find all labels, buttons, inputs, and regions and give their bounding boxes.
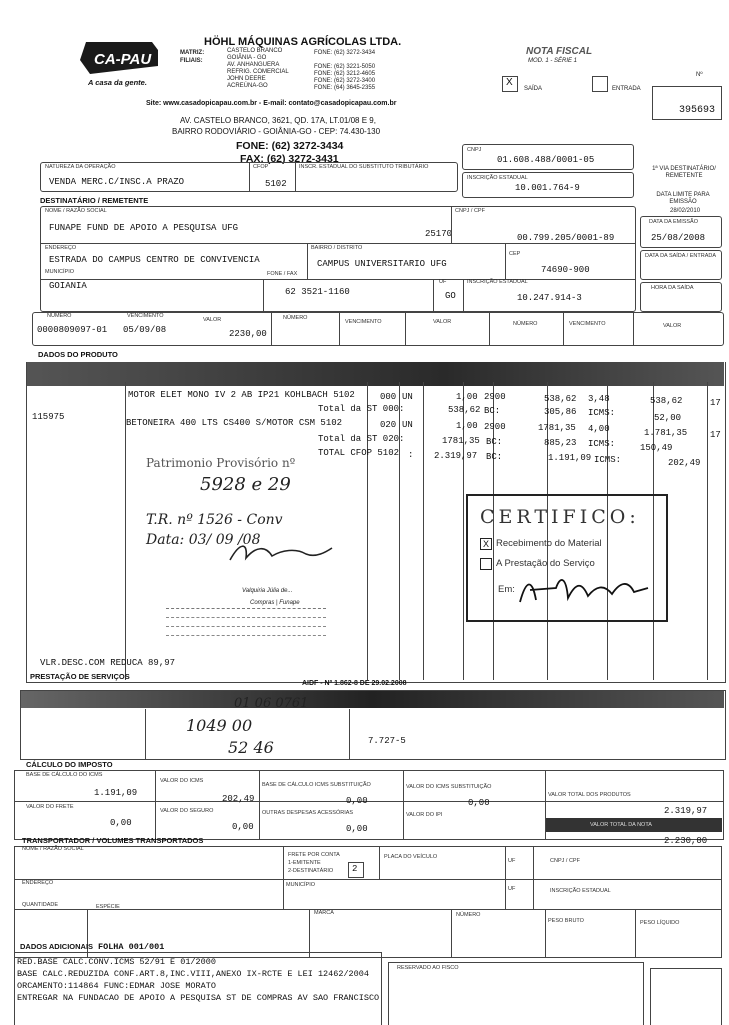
product-vtotal: 52,00 [654,413,682,423]
adicional-line: BASE CALC.REDUZIDA CONF.ART.8,INC.VIII,ANEXO IX-RCTE E LEI 12462/2004 [17,969,369,979]
handwritten-value-2: 52 46 [228,738,274,757]
matriz-label: MATRIZ: [180,50,205,56]
dest-ie-label: INSCRIÇÃO ESTADUAL [467,279,528,285]
product-qtd: 538,62 [448,405,481,415]
adicionais-box [14,952,382,1025]
address-line-2: BAIRRO RODOVIÁRIO - GOIÂNIA-GO - CEP: 74.430-130 [172,127,381,136]
servico-code: 7.727-5 [368,736,406,746]
natureza-label: NATUREZA DA OPERAÇÃO [45,164,116,170]
nome-label: NOME / RAZÃO SOCIAL [45,208,107,214]
branch-phone: FONE: (64) 3645-2355 [314,85,376,91]
fatura-valor2-label: VALOR [433,319,452,325]
bc-icms-label: BASE DE CÁLCULO DO ICMS [26,772,103,778]
frete: 0,00 [110,818,132,828]
opt2-checkbox [480,558,492,570]
frete-value: 2 [352,864,358,874]
data-limite-label: DATA LIMITE PARA EMISSÃO [656,192,710,205]
especie-label: ESPÉCIE [96,904,120,910]
destinatario-title: DESTINATÁRIO / REMETENTE [40,196,149,205]
data-emissao-label: DATA DA EMISSÃO [649,219,699,225]
certifico-title: CERTIFICO: [480,506,640,528]
bc-subst: 0,00 [346,796,368,806]
seguro: 0,00 [232,822,254,832]
branch-item: ACREÚNA-GO [227,83,268,89]
stamp-lines [166,608,326,649]
emitente-cnpj-box [462,144,634,170]
logo-text: CA-PAU [94,51,152,68]
product-icms: 3,48 [588,394,610,404]
produtos-title: DADOS DO PRODUTO [38,350,118,359]
v-subst: 0,00 [468,798,490,808]
filiais-label: FILIAIS: [180,58,203,64]
product-qtd: 1781,35 [442,436,480,446]
product-desc: TOTAL CFOP 5102 [318,448,400,458]
fatura-numero-label: NÚMERO [47,313,72,319]
emitente-ie: 10.001.764-9 [515,183,580,193]
emitente-cnpj: 01.608.488/0001-05 [497,155,595,165]
address-line-1: AV. CASTELO BRANCO, 3621, QD. 17A, LT.01/08 E 9, [180,116,376,125]
red-desc: VLR.DESC.COM REDUCA 89,97 [40,658,176,668]
company-logo [80,38,158,78]
frete-opt2: 2-DESTINATÁRIO [288,868,334,874]
product-st: 020 [380,420,397,430]
nome-value: FUNAPE FUND DE APOIO A PESQUISA UFG [49,223,239,233]
hora-saida-box [640,282,722,312]
product-total: 538,62 [544,394,577,404]
product-un: UN [402,420,413,430]
emitente-ie-box [462,172,634,198]
product-unit: BC: [484,406,501,416]
transp-cnpj-label: CNPJ / CPF [550,858,580,864]
transp-municipio-label: MUNICÍPIO [286,882,316,888]
fone-label: FONE / FAX [267,271,298,277]
product-vtotal: 202,49 [668,458,701,468]
product-desc: Total da ST 020: [318,434,405,444]
branch-phone: FONE: (62) 3272-3400 [314,78,376,84]
opt2-label: A Prestação do Serviço [496,558,595,569]
saida-mark: X [506,77,513,88]
product-aliq: 17 [710,430,721,440]
marca-label: MARCA [314,910,334,916]
data-limite: 28/02/2010 [670,208,701,214]
product-vtotal: 150,49 [640,443,673,453]
product-st: : [408,450,414,460]
fone-value: 62 3521-1160 [285,287,350,297]
frete-opt1: 1-EMITENTE [288,860,321,866]
data-emissao-box [640,216,722,248]
municipio-value: GOIANIA [49,281,87,291]
branch-item: GOIÂNIA - GO [227,55,267,61]
product-icms: ICMS: [588,408,616,418]
branch-list [227,48,307,90]
frete-value-box [348,862,364,878]
natureza-box [40,162,458,192]
numero-box [652,86,722,120]
fatura-valor: 2230,00 [229,329,267,339]
product-vtotal: 1.781,35 [644,428,688,438]
product-qtd: 1,00 [456,392,478,402]
ipi-label: VALOR DO IPI [406,812,443,818]
adicional-line: ORCAMENTO:114864 FUNC:EDMAR JOSE MORATO [17,981,216,991]
certifico-stamp [466,494,668,622]
product-desc: MOTOR ELET MONO IV 2 AB IP21 KOHLBACH 5102 [128,390,355,400]
product-un: UN [402,392,413,402]
numero-vol-label: NÚMERO [456,912,481,918]
servicos-table [20,690,726,760]
transp-ie-label: INSCRIÇÃO ESTADUAL [550,888,611,894]
cfop-value: 5102 [265,179,287,189]
peso-bruto-label: PESO BRUTO [548,918,584,924]
uf-value: GO [445,291,456,301]
compras-label: Compras | Funape [250,600,300,606]
product-unit: BC: [486,452,503,462]
uf-label: UF [439,279,447,285]
transp-uf-label: UF [508,858,516,864]
data-saida-box [640,250,722,280]
fatura-vencimento2-label: VENCIMENTO [345,319,382,325]
date-handwritten: Data: 03/ 09 /08 [146,532,261,548]
reservado-label: RESERVADO AO FISCO [397,965,459,971]
product-icms: ICMS: [594,455,622,465]
branch-phone: FONE: (62) 3212-4605 [314,71,376,77]
bc-subst-label: BASE DE CÁLCULO ICMS SUBSTITUIÇÃO [262,782,371,788]
adicionais-title: DADOS ADICIONAIS [20,942,94,951]
endereco-value: ESTRADA DO CAMPUS CENTRO DE CONVIVENCIA [49,255,260,265]
product-vtotal: 538,62 [650,396,683,406]
dest-ie-value: 10.247.914-3 [517,293,582,303]
tr-number: T.R. nº 1526 - Conv [146,512,283,528]
bc-icms: 1.191,09 [94,788,138,798]
branch-item: CASTELO BRANCO [227,48,283,54]
product-qtd: 1,00 [456,421,478,431]
peso-liquido-label: PESO LÍQUIDO [640,920,680,926]
cnpj-label: CNPJ [467,147,482,153]
endereco-label: ENDEREÇO [45,245,77,251]
patrimonio-text: Patrimonio Provisório nº [146,456,296,470]
nota-fiscal-title: NOTA FISCAL [526,46,593,57]
fatura-numero3-label: NÚMERO [513,321,538,327]
product-desc: BETONEIRA 400 LTS CS400 S/MOTOR CSM 5102 [126,418,343,428]
product-st: 000 [380,392,397,402]
adicional-line: ENTREGAR NA FUNDACAO DE APOIO A PESQUISA ST DE COMPRAS AV SAO FRANCISCO [17,993,380,1003]
fatura-vencimento3-label: VENCIMENTO [569,321,606,327]
branch-phone: FONE: (62) 3221-5050 [314,64,376,70]
nota-fiscal-model: MOD. 1 - SÉRIE 1 [528,58,578,64]
data-saida-label: DATA DA SAÍDA / ENTRADA [645,253,717,259]
stamp-signature [516,572,656,608]
branch-item: REFRIG. COMERCIAL [227,69,289,75]
transp-nome-label: NOME / RAZÃO SOCIAL [22,846,84,852]
seguro-label: VALOR DO SEGURO [160,808,214,814]
branch-phones [314,50,404,92]
branch-item: AV. ANHANGUERA [227,62,280,68]
v-nota: 2.230,00 [664,836,708,846]
opt1-label: Recebimento do Material [496,538,602,549]
placa-label: PLACA DO VEÍCULO [384,854,438,860]
product-unit: 2900 [484,422,506,432]
cep-label: CEP [509,251,521,257]
product-total: 1.191,09 [548,453,592,463]
handwritten-value-1: 1049 00 [186,716,253,735]
data-emissao: 25/08/2008 [651,233,706,243]
patrimonio-number: 5928 e 29 [200,474,291,495]
folha: FOLHA 001/001 [98,942,165,952]
canhoto-box [650,968,722,1025]
servicos-title: PRESTAÇÃO DE SERVIÇOS [30,672,130,681]
empenho-number: 01 06 0761 [234,696,309,711]
cep-value: 74690-900 [541,265,590,275]
saida-checkbox [502,76,518,92]
phone: FONE: (62) 3272-3434 [236,140,344,152]
frete-label: VALOR DO FRETE [26,804,74,810]
adicional-line: RED.BASE CALC.CONV.ICMS 52/91 E 01/2000 [17,957,216,967]
client-code: 25170 [425,229,453,239]
product-desc: Total da ST 000: [318,404,405,414]
product-unit: 2900 [484,392,506,402]
via-text: 1ª VIA DESTINATÁRIO/ REMETENTE [652,166,716,179]
frete-conta-label: FRETE POR CONTA [288,852,340,858]
dest-cnpj-label: CNPJ / CPF [455,208,485,214]
fatura-valor3-label: VALOR [663,323,682,329]
product-total: 1781,35 [538,423,576,433]
dest-cnpj: 00.799.205/0001-89 [517,233,615,243]
product-total: 885,23 [544,438,577,448]
outras: 0,00 [346,824,368,834]
logo-tagline: A casa da gente. [88,78,147,87]
fatura-vencimento: 05/09/08 [123,325,167,335]
signature [226,540,336,566]
hora-saida-label: HORA DA SAÍDA [651,285,694,291]
branch-phone: FONE: (62) 3272-3434 [314,50,376,56]
em-label: Em: [498,584,515,595]
product-aliq: 17 [710,398,721,408]
numero-label: Nº [696,72,703,78]
opt1-checkbox: X [480,538,492,550]
destinatario-box [40,206,636,312]
reservado-fisco-box [388,962,644,1025]
product-icms: ICMS: [588,439,616,449]
v-produtos: 2.319,97 [664,806,708,816]
site-email: Site: www.casadopicapau.com.br - E-mail: contato@casadopicapau.com.br [146,100,397,107]
company-name: HÖHL MÁQUINAS AGRÍCOLAS LTDA. [204,36,402,48]
imposto-title: CÁLCULO DO IMPOSTO [26,760,113,769]
saida-label: SAÍDA [524,86,543,92]
fatura-box [32,312,724,346]
v-icms: 202,49 [222,794,255,804]
product-icms: 4,00 [588,424,610,434]
natureza-value: VENDA MERC.C/INSC.A PRAZO [49,177,185,187]
v-icms-label: VALOR DO ICMS [160,778,204,784]
transportador-title: TRANSPORTADOR / VOLUMES TRANSPORTADOS [22,836,204,845]
v-nota-label: VALOR TOTAL DA NOTA [590,822,652,828]
quantidade-label: QUANTIDADE [22,902,59,908]
fatura-valor-label: VALOR [203,317,222,323]
fatura-numero: 0000809097-01 [37,325,108,335]
product-total: 305,86 [544,407,577,417]
product-code: 115975 [32,412,65,422]
municipio-label: MUNICÍPIO [45,269,75,275]
transp-endereco-label: ENDEREÇO [22,880,54,886]
v-subst-label: VALOR DO ICMS SUBSTITUIÇÃO [406,784,492,790]
nota-number: 395693 [679,105,716,116]
bairro-label: BAIRRO / DISTRITO [311,245,363,251]
ie-label: INSCRIÇÃO ESTADUAL [467,175,528,181]
aidf: AIDF - Nº 1.862-8 DE 29.02.2008 [302,680,407,687]
transp-uf2-label: UF [508,886,516,892]
product-qtd: 2.319,97 [434,451,478,461]
product-unit: BC: [486,437,503,447]
cfop-label: CFOP [253,164,269,170]
v-produtos-label: VALOR TOTAL DOS PRODUTOS [548,792,631,798]
fatura-vencimento-label: VENCIMENTO [127,313,164,319]
entrada-checkbox [592,76,608,92]
outras-label: OUTRAS DESPESAS ACESSÓRIAS [262,810,354,816]
fatura-numero2-label: NÚMERO [283,315,308,321]
fax: FAX: (62) 3272-3431 [240,153,339,165]
branch-item: JOHN DEERE [227,76,266,82]
insc-subst-label: INSCR. ESTADUAL DO SUBSTITUTO TRIBUTÁRIO [299,164,429,170]
signer-name: Valquiria Júlia de... [242,588,293,594]
bairro-value: CAMPUS UNIVERSITARIO UFG [317,259,447,269]
entrada-label: ENTRADA [612,86,641,92]
